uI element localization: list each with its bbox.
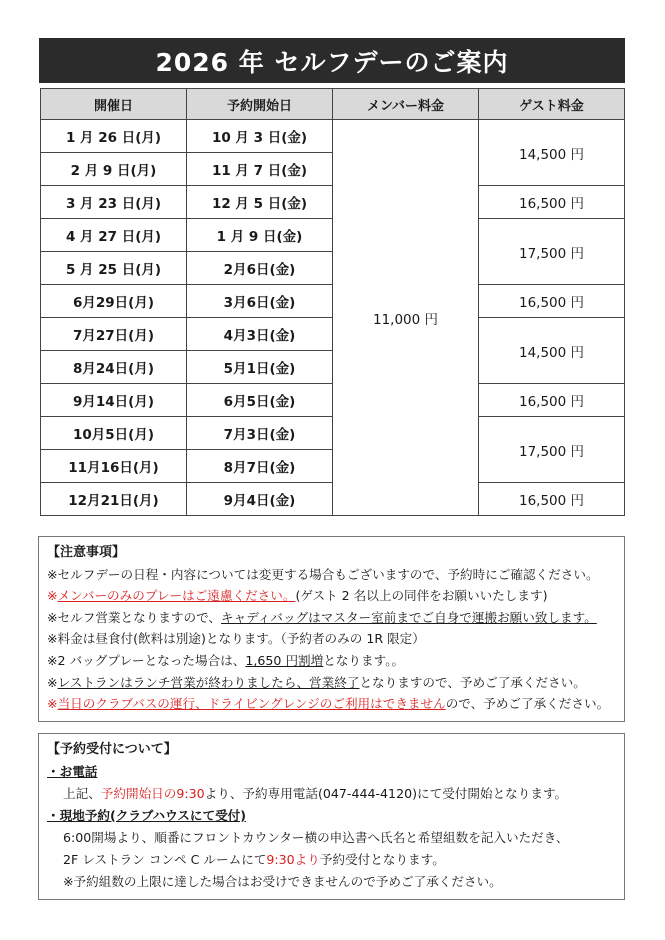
note-mark: ※ xyxy=(47,696,58,712)
note-emphasis: レストランはランチ営業が終わりましたら、営業終了 xyxy=(57,674,360,690)
note-text: ので、予めご了承ください。 xyxy=(445,696,610,712)
booking-start: 2月6日(金) xyxy=(187,252,333,285)
booking-start: 12 月 5 日(金) xyxy=(187,186,333,219)
event-date: 7月27日(月) xyxy=(41,318,187,351)
schedule-table xyxy=(40,88,625,516)
note-warning: メンバーのみのプレーはご遠慮ください。 xyxy=(57,588,296,604)
event-date: 12月21日(月) xyxy=(41,483,187,516)
header-date: 開催日 xyxy=(41,89,187,120)
guest-fee: 14,500 円 xyxy=(479,120,625,186)
event-date: 4 月 27 日(月) xyxy=(41,219,187,252)
booking-start: 3月6日(金) xyxy=(187,285,333,318)
note-text: ※2 バッグプレーとなった場合は、 xyxy=(47,652,246,668)
note-text: ※ xyxy=(47,674,58,690)
onsite-line: ※予約組数の上限に達した場合はお受けできませんので予めご了承ください。 xyxy=(63,874,502,889)
booking-start: 4月3日(金) xyxy=(187,318,333,351)
note-line xyxy=(47,650,616,672)
note-line xyxy=(47,585,616,607)
note-line: ※セルフデーの日程・内容については変更する場合もございますので、予約時にご確認ください。 xyxy=(47,566,599,582)
phone-text xyxy=(47,783,616,805)
onsite-line: 6:00開場より、順番にフロントカウンター横の申込書へ氏名と希望組数を記入いただき、 xyxy=(63,830,569,845)
header-start: 予約開始日 xyxy=(187,89,333,120)
table-row xyxy=(41,120,625,153)
event-date: 6月29日(月) xyxy=(41,285,187,318)
note-emphasis: 1,650 円割増 xyxy=(245,652,324,668)
event-date: 9月14日(月) xyxy=(41,384,187,417)
member-fee: 11,000 円 xyxy=(333,120,479,516)
onsite-title: ・現地予約(クラブハウスにて受付) xyxy=(47,808,247,823)
event-date: 1 月 26 日(月) xyxy=(41,120,187,153)
reservation-box xyxy=(38,733,625,900)
onsite-text-b: 予約受付となります。 xyxy=(319,852,445,867)
onsite-start-time: 9:30より xyxy=(266,852,320,867)
phone-title: ・お電話 xyxy=(47,764,98,779)
note-line xyxy=(47,607,616,629)
phone-text-a: 上記、 xyxy=(63,786,101,801)
event-date: 2 月 9 日(月) xyxy=(41,153,187,186)
event-date: 8月24日(月) xyxy=(41,351,187,384)
phone-start-time: 予約開始日の9:30 xyxy=(100,786,205,801)
booking-start: 5月1日(金) xyxy=(187,351,333,384)
header-member-fee: メンバー料金 xyxy=(333,89,479,120)
guest-fee: 16,500 円 xyxy=(479,384,625,417)
booking-start: 7月3日(金) xyxy=(187,417,333,450)
event-date: 3 月 23 日(月) xyxy=(41,186,187,219)
guest-fee: 17,500 円 xyxy=(479,219,625,285)
note-text: (ゲスト 2 名以上の同伴をお願いいたします) xyxy=(295,588,548,604)
header-guest-fee: ゲスト料金 xyxy=(479,89,625,120)
note-warning: 当日のクラブバスの運行、ドライビングレンジのご利用はできません xyxy=(57,696,446,712)
onsite-line xyxy=(47,849,616,871)
table-header-row xyxy=(41,89,625,120)
event-date: 10月5日(月) xyxy=(41,417,187,450)
note-text: となります。。 xyxy=(323,652,405,668)
note-line xyxy=(47,672,616,694)
note-text: ※セルフ営業となりますので、 xyxy=(47,609,222,625)
note-emphasis: キャディバッグはマスター室前までご自身で運搬お願い致します。 xyxy=(221,609,597,625)
page-title: 2026 年 セルフデーのご案内 xyxy=(39,38,625,83)
guest-fee: 17,500 円 xyxy=(479,417,625,483)
note-line xyxy=(47,693,616,715)
booking-start: 8月7日(金) xyxy=(187,450,333,483)
onsite-text-a: 2F レストラン コンペ C ルームにて xyxy=(63,852,267,867)
booking-start: 11 月 7 日(金) xyxy=(187,153,333,186)
guest-fee: 14,500 円 xyxy=(479,318,625,384)
booking-start: 10 月 3 日(金) xyxy=(187,120,333,153)
booking-start: 9月4日(金) xyxy=(187,483,333,516)
phone-text-b: より、予約専用電話(047-444-4120)にて受付開始となります。 xyxy=(204,786,568,801)
booking-start: 1 月 9 日(金) xyxy=(187,219,333,252)
event-date: 5 月 25 日(月) xyxy=(41,252,187,285)
note-line: ※料金は昼食付(飲料は別途)となります。（予約者のみの 1R 限定） xyxy=(47,631,425,647)
event-date: 11月16日(月) xyxy=(41,450,187,483)
notes-box xyxy=(38,536,625,722)
guest-fee: 16,500 円 xyxy=(479,483,625,516)
note-text: となりますので、予めご了承ください。 xyxy=(359,674,586,690)
guest-fee: 16,500 円 xyxy=(479,186,625,219)
reservation-heading: 【予約受付について】 xyxy=(47,742,177,757)
notes-heading: 【注意事項】 xyxy=(47,545,126,560)
booking-start: 6月5日(金) xyxy=(187,384,333,417)
note-mark: ※ xyxy=(47,588,58,604)
guest-fee: 16,500 円 xyxy=(479,285,625,318)
